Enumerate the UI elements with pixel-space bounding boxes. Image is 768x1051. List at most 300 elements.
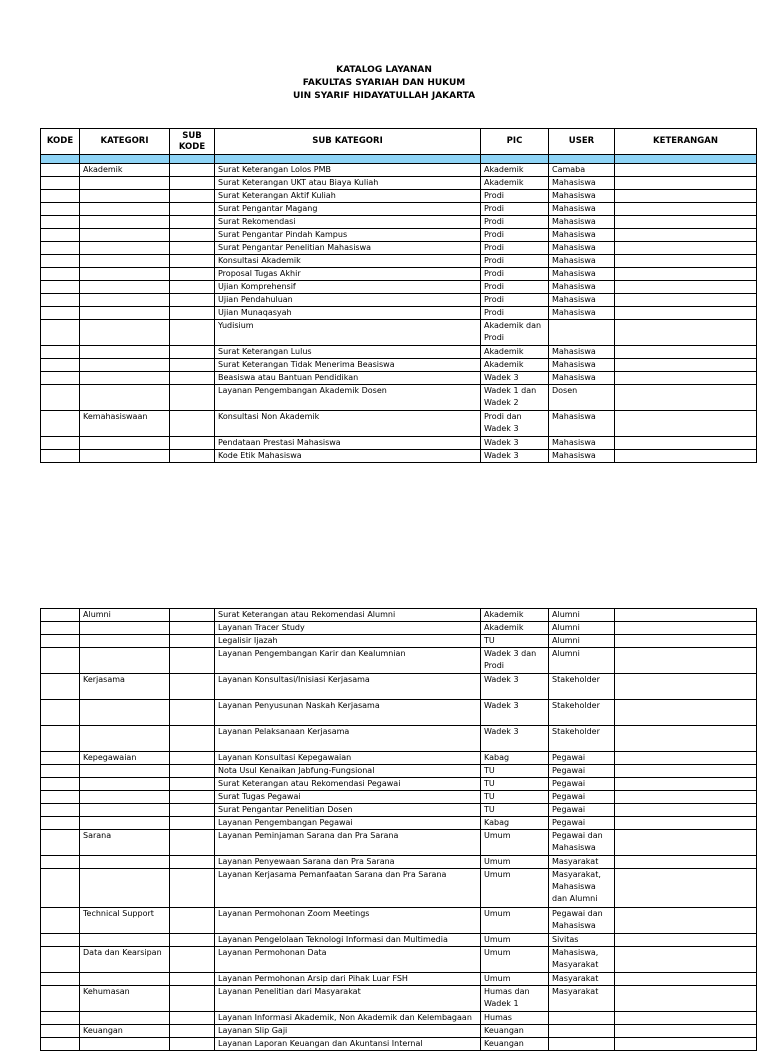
cell-pic: Akademik dan Prodi — [481, 320, 549, 346]
cell-sub-kode — [170, 804, 215, 817]
cell-kode — [41, 765, 80, 778]
cell-sub-kode — [170, 268, 215, 281]
cell-pic: Prodi — [481, 268, 549, 281]
cell-keterangan — [615, 281, 757, 294]
cell-kode — [41, 281, 80, 294]
cell-user: Masyarakat, Mahasiswa dan Alumni — [549, 869, 615, 908]
cell-user: Mahasiswa — [549, 359, 615, 372]
cell-user: Pegawai — [549, 752, 615, 765]
cell-kode — [41, 385, 80, 411]
cell-user: Pegawai dan Mahasiswa — [549, 908, 615, 934]
cell-kode — [41, 1012, 80, 1025]
cell-sub-kategori: Surat Pengantar Penelitian Mahasiswa — [215, 242, 481, 255]
cell-user — [549, 1038, 615, 1051]
cell-kode — [41, 947, 80, 973]
cell-user: Mahasiswa — [549, 307, 615, 320]
cell-pic: Prodi — [481, 255, 549, 268]
service-catalog-table-1 — [40, 128, 757, 463]
cell-sub-kode — [170, 177, 215, 190]
cell-pic: Wadek 3 — [481, 700, 549, 726]
cell-sub-kategori: Layanan Penyusunan Naskah Kerjasama — [215, 700, 481, 726]
cell-user: Mahasiswa — [549, 294, 615, 307]
cell-sub-kategori: Layanan Kerjasama Pemanfaatan Sarana dan Pra Sarana — [215, 869, 481, 908]
cell-sub-kode — [170, 1025, 215, 1038]
cell-kategori — [80, 190, 170, 203]
title-line-1: KATALOG LAYANAN — [336, 65, 432, 75]
table-row — [41, 986, 757, 1012]
cell-sub-kategori: Layanan Pengembangan Pegawai — [215, 817, 481, 830]
table-1-body — [41, 164, 757, 463]
cell-user — [549, 320, 615, 346]
cell-sub-kode — [170, 934, 215, 947]
cell-sub-kode — [170, 648, 215, 674]
cell-pic: Prodi — [481, 229, 549, 242]
table-row — [41, 242, 757, 255]
table-row — [41, 752, 757, 765]
cell-pic: Umum — [481, 856, 549, 869]
cell-sub-kode — [170, 216, 215, 229]
cell-sub-kode — [170, 411, 215, 437]
cell-sub-kode — [170, 700, 215, 726]
cell-kategori — [80, 1038, 170, 1051]
cell-keterangan — [615, 791, 757, 804]
table-row — [41, 177, 757, 190]
cell-kategori: Sarana — [80, 830, 170, 856]
cell-kategori: Kepegawaian — [80, 752, 170, 765]
cell-sub-kategori: Layanan Tracer Study — [215, 622, 481, 635]
table-row — [41, 869, 757, 908]
cell-user: Stakeholder — [549, 674, 615, 700]
cell-sub-kategori: Surat Keterangan Lulus — [215, 346, 481, 359]
table-2-body — [41, 609, 757, 1051]
cell-sub-kategori: Layanan Pengelolaan Teknologi Informasi dan Multimedia — [215, 934, 481, 947]
table-row — [41, 450, 757, 463]
cell-pic: Humas dan Wadek 1 — [481, 986, 549, 1012]
cell-keterangan — [615, 216, 757, 229]
table-row — [41, 791, 757, 804]
table-row — [41, 908, 757, 934]
cell-keterangan — [615, 164, 757, 177]
cell-kategori: Kemahasiswaan — [80, 411, 170, 437]
header-user: USER — [549, 129, 615, 155]
cell-sub-kategori: Surat Keterangan atau Rekomendasi Alumni — [215, 609, 481, 622]
cell-keterangan — [615, 385, 757, 411]
cell-kode — [41, 609, 80, 622]
table-row — [41, 648, 757, 674]
cell-kode — [41, 450, 80, 463]
cell-sub-kode — [170, 164, 215, 177]
cell-keterangan — [615, 190, 757, 203]
cell-sub-kode — [170, 817, 215, 830]
cell-kode — [41, 320, 80, 346]
cell-kategori — [80, 359, 170, 372]
cell-sub-kode — [170, 973, 215, 986]
cell-kode — [41, 934, 80, 947]
table-row — [41, 346, 757, 359]
cell-user: Alumni — [549, 648, 615, 674]
cell-kode — [41, 268, 80, 281]
cell-sub-kode — [170, 622, 215, 635]
cell-kode — [41, 635, 80, 648]
cell-kategori: Akademik — [80, 164, 170, 177]
cell-pic: Wadek 3 — [481, 674, 549, 700]
cell-keterangan — [615, 437, 757, 450]
cell-pic: Akademik — [481, 346, 549, 359]
cell-pic: TU — [481, 804, 549, 817]
cell-sub-kode — [170, 856, 215, 869]
cell-sub-kategori: Beasiswa atau Bantuan Pendidikan — [215, 372, 481, 385]
table-row — [41, 726, 757, 752]
cell-user: Mahasiswa — [549, 190, 615, 203]
cell-pic: TU — [481, 791, 549, 804]
cell-user — [549, 1012, 615, 1025]
cell-kategori — [80, 177, 170, 190]
cell-sub-kategori: Layanan Peminjaman Sarana dan Pra Sarana — [215, 830, 481, 856]
cell-kategori — [80, 242, 170, 255]
cell-pic: Wadek 3 — [481, 372, 549, 385]
cell-sub-kode — [170, 947, 215, 973]
cell-keterangan — [615, 635, 757, 648]
cell-keterangan — [615, 648, 757, 674]
table-row — [41, 622, 757, 635]
header-kode: KODE — [41, 129, 80, 155]
cell-kategori — [80, 934, 170, 947]
cell-kategori — [80, 203, 170, 216]
cell-kategori — [80, 726, 170, 752]
cell-sub-kategori: Layanan Laporan Keuangan dan Akuntansi Internal — [215, 1038, 481, 1051]
cell-kode — [41, 648, 80, 674]
cell-user: Pegawai — [549, 817, 615, 830]
cell-sub-kategori: Surat Pengantar Magang — [215, 203, 481, 216]
cell-keterangan — [615, 765, 757, 778]
cell-user: Pegawai — [549, 791, 615, 804]
header-keterangan: KETERANGAN — [615, 129, 757, 155]
cell-keterangan — [615, 307, 757, 320]
cell-kategori — [80, 372, 170, 385]
cell-sub-kategori: Layanan Slip Gaji — [215, 1025, 481, 1038]
cell-keterangan — [615, 450, 757, 463]
cell-sub-kategori: Pendataan Prestasi Mahasiswa — [215, 437, 481, 450]
cell-kategori — [80, 450, 170, 463]
cell-sub-kategori: Layanan Permohonan Data — [215, 947, 481, 973]
cell-user: Mahasiswa — [549, 372, 615, 385]
cell-keterangan — [615, 294, 757, 307]
title-line-2: FAKULTAS SYARIAH DAN HUKUM — [302, 78, 466, 88]
header-kategori: KATEGORI — [80, 129, 170, 155]
service-catalog-table-2 — [40, 608, 757, 1051]
cell-keterangan — [615, 908, 757, 934]
cell-kode — [41, 869, 80, 908]
cell-kategori — [80, 281, 170, 294]
cell-kategori — [80, 229, 170, 242]
cell-pic: TU — [481, 778, 549, 791]
cell-sub-kategori: Layanan Penyewaan Sarana dan Pra Sarana — [215, 856, 481, 869]
cell-kode — [41, 203, 80, 216]
cell-kode — [41, 1038, 80, 1051]
cell-keterangan — [615, 320, 757, 346]
cell-user: Alumni — [549, 609, 615, 622]
cell-keterangan — [615, 986, 757, 1012]
cell-kode — [41, 700, 80, 726]
table-row — [41, 294, 757, 307]
cell-keterangan — [615, 674, 757, 700]
cell-sub-kategori: Ujian Munaqasyah — [215, 307, 481, 320]
cell-sub-kode — [170, 320, 215, 346]
cell-pic: Prodi — [481, 216, 549, 229]
cell-user: Mahasiswa — [549, 346, 615, 359]
cell-kategori — [80, 216, 170, 229]
cell-pic: Umum — [481, 947, 549, 973]
cell-kategori — [80, 856, 170, 869]
cell-user — [549, 1025, 615, 1038]
cell-sub-kode — [170, 908, 215, 934]
table-row — [41, 1025, 757, 1038]
cell-kategori — [80, 804, 170, 817]
cell-kategori — [80, 791, 170, 804]
cell-sub-kode — [170, 635, 215, 648]
table-row — [41, 268, 757, 281]
cell-keterangan — [615, 726, 757, 752]
cell-kode — [41, 752, 80, 765]
cell-keterangan — [615, 609, 757, 622]
cell-pic: Akademik — [481, 622, 549, 635]
cell-sub-kode — [170, 1012, 215, 1025]
cell-user: Mahasiswa — [549, 229, 615, 242]
cell-pic: Keuangan — [481, 1025, 549, 1038]
header-sub-kategori: SUB KATEGORI — [215, 129, 481, 155]
cell-user: Masyarakat — [549, 856, 615, 869]
cell-pic: Wadek 3 — [481, 450, 549, 463]
cell-kode — [41, 164, 80, 177]
cell-kode — [41, 856, 80, 869]
cell-sub-kategori: Layanan Konsultasi Kepegawaian — [215, 752, 481, 765]
table-header-row — [41, 129, 757, 155]
cell-keterangan — [615, 856, 757, 869]
cell-keterangan — [615, 372, 757, 385]
cell-sub-kode — [170, 869, 215, 908]
cell-keterangan — [615, 934, 757, 947]
table-row — [41, 385, 757, 411]
cell-kode — [41, 1025, 80, 1038]
cell-kategori — [80, 765, 170, 778]
cell-keterangan — [615, 830, 757, 856]
table-row — [41, 674, 757, 700]
cell-sub-kode — [170, 752, 215, 765]
cell-sub-kategori: Proposal Tugas Akhir — [215, 268, 481, 281]
cell-user: Mahasiswa — [549, 203, 615, 216]
cell-kategori — [80, 385, 170, 411]
cell-user: Sivitas — [549, 934, 615, 947]
cell-pic: Prodi dan Wadek 3 — [481, 411, 549, 437]
cell-keterangan — [615, 817, 757, 830]
cell-kode — [41, 830, 80, 856]
cell-pic: Akademik — [481, 164, 549, 177]
cell-sub-kategori: Layanan Penelitian dari Masyarakat — [215, 986, 481, 1012]
cell-user: Mahasiswa — [549, 268, 615, 281]
cell-keterangan — [615, 229, 757, 242]
cell-pic: Umum — [481, 869, 549, 908]
cell-sub-kode — [170, 986, 215, 1012]
cell-user: Mahasiswa — [549, 450, 615, 463]
cell-kode — [41, 817, 80, 830]
table-row — [41, 765, 757, 778]
cell-sub-kode — [170, 450, 215, 463]
cell-kode — [41, 986, 80, 1012]
cell-sub-kode — [170, 190, 215, 203]
cell-kategori — [80, 635, 170, 648]
cell-pic: Wadek 1 dan Wadek 2 — [481, 385, 549, 411]
table-row — [41, 307, 757, 320]
cell-sub-kategori: Surat Pengantar Penelitian Dosen — [215, 804, 481, 817]
cell-keterangan — [615, 804, 757, 817]
cell-pic: Keuangan — [481, 1038, 549, 1051]
cell-kode — [41, 307, 80, 320]
cell-sub-kategori: Layanan Pengembangan Akademik Dosen — [215, 385, 481, 411]
cell-user: Mahasiswa — [549, 411, 615, 437]
cell-keterangan — [615, 359, 757, 372]
cell-sub-kode — [170, 830, 215, 856]
cell-sub-kategori: Surat Keterangan atau Rekomendasi Pegawai — [215, 778, 481, 791]
table-row — [41, 635, 757, 648]
cell-sub-kategori: Yudisium — [215, 320, 481, 346]
cell-kode — [41, 674, 80, 700]
cell-keterangan — [615, 973, 757, 986]
cell-sub-kategori: Nota Usul Kenaikan Jabfung-Fungsional — [215, 765, 481, 778]
cell-kategori — [80, 778, 170, 791]
cell-user: Masyarakat — [549, 986, 615, 1012]
cell-sub-kategori: Layanan Pengembangan Karir dan Kealumnian — [215, 648, 481, 674]
table-row — [41, 190, 757, 203]
cell-pic: Akademik — [481, 177, 549, 190]
table-row — [41, 281, 757, 294]
cell-keterangan — [615, 869, 757, 908]
table-row — [41, 372, 757, 385]
cell-user: Alumni — [549, 622, 615, 635]
cell-pic: Umum — [481, 908, 549, 934]
cell-sub-kategori: Ujian Komprehensif — [215, 281, 481, 294]
cell-sub-kode — [170, 281, 215, 294]
cell-pic: Akademik — [481, 609, 549, 622]
cell-kategori — [80, 648, 170, 674]
cell-sub-kategori: Layanan Konsultasi/Inisiasi Kerjasama — [215, 674, 481, 700]
cell-user: Alumni — [549, 635, 615, 648]
cell-pic: Kabag — [481, 752, 549, 765]
cell-sub-kategori: Surat Rekomendasi — [215, 216, 481, 229]
table-row — [41, 804, 757, 817]
cell-pic: Humas — [481, 1012, 549, 1025]
cell-kode — [41, 177, 80, 190]
cell-kategori — [80, 320, 170, 346]
table-row — [41, 203, 757, 216]
cell-keterangan — [615, 1012, 757, 1025]
cell-kode — [41, 346, 80, 359]
cell-kode — [41, 190, 80, 203]
cell-sub-kategori: Layanan Pelaksanaan Kerjasama — [215, 726, 481, 752]
cell-sub-kode — [170, 609, 215, 622]
cell-pic: Akademik — [481, 359, 549, 372]
cell-pic: Prodi — [481, 242, 549, 255]
cell-sub-kode — [170, 385, 215, 411]
cell-sub-kategori: Legalisir Ijazah — [215, 635, 481, 648]
cell-user: Masyarakat — [549, 973, 615, 986]
cell-sub-kategori: Surat Pengantar Pindah Kampus — [215, 229, 481, 242]
cell-kategori — [80, 255, 170, 268]
cell-sub-kode — [170, 255, 215, 268]
cell-pic: TU — [481, 765, 549, 778]
cell-pic: Wadek 3 dan Prodi — [481, 648, 549, 674]
table-row — [41, 973, 757, 986]
cell-sub-kode — [170, 726, 215, 752]
cell-kode — [41, 973, 80, 986]
table-row — [41, 164, 757, 177]
cell-sub-kode — [170, 242, 215, 255]
cell-kategori: Technical Support — [80, 908, 170, 934]
table-row — [41, 856, 757, 869]
cell-kategori: Data dan Kearsipan — [80, 947, 170, 973]
cell-pic: TU — [481, 635, 549, 648]
table-row — [41, 229, 757, 242]
cell-sub-kode — [170, 359, 215, 372]
cell-kategori — [80, 437, 170, 450]
cell-keterangan — [615, 778, 757, 791]
cell-sub-kode — [170, 307, 215, 320]
cell-user: Mahasiswa — [549, 216, 615, 229]
cell-keterangan — [615, 1025, 757, 1038]
cell-keterangan — [615, 346, 757, 359]
cell-kode — [41, 791, 80, 804]
cell-user: Pegawai — [549, 765, 615, 778]
cell-keterangan — [615, 177, 757, 190]
table-row — [41, 1012, 757, 1025]
cell-sub-kategori: Kode Etik Mahasiswa — [215, 450, 481, 463]
cell-keterangan — [615, 255, 757, 268]
cell-pic: Wadek 3 — [481, 726, 549, 752]
cell-kode — [41, 622, 80, 635]
cell-kode — [41, 294, 80, 307]
cell-sub-kode — [170, 1038, 215, 1051]
cell-kode — [41, 359, 80, 372]
cell-keterangan — [615, 1038, 757, 1051]
cell-sub-kategori: Konsultasi Non Akademik — [215, 411, 481, 437]
cell-pic: Prodi — [481, 203, 549, 216]
cell-user: Pegawai dan Mahasiswa — [549, 830, 615, 856]
document-title — [0, 64, 768, 103]
cell-sub-kode — [170, 346, 215, 359]
cell-pic: Prodi — [481, 307, 549, 320]
cell-pic: Umum — [481, 934, 549, 947]
header-separator-row — [41, 155, 757, 164]
cell-user: Camaba — [549, 164, 615, 177]
cell-kategori — [80, 700, 170, 726]
cell-keterangan — [615, 700, 757, 726]
cell-pic: Prodi — [481, 190, 549, 203]
cell-user: Mahasiswa — [549, 255, 615, 268]
table-row — [41, 359, 757, 372]
cell-sub-kategori: Surat Tugas Pegawai — [215, 791, 481, 804]
cell-sub-kode — [170, 674, 215, 700]
cell-user: Pegawai — [549, 804, 615, 817]
cell-sub-kode — [170, 791, 215, 804]
header-sub-kode: SUB KODE — [170, 129, 215, 155]
cell-sub-kategori: Surat Keterangan UKT atau Biaya Kuliah — [215, 177, 481, 190]
cell-user: Stakeholder — [549, 700, 615, 726]
table-row — [41, 255, 757, 268]
table-row — [41, 411, 757, 437]
table-row — [41, 437, 757, 450]
cell-kode — [41, 411, 80, 437]
cell-kategori — [80, 268, 170, 281]
cell-user: Stakeholder — [549, 726, 615, 752]
